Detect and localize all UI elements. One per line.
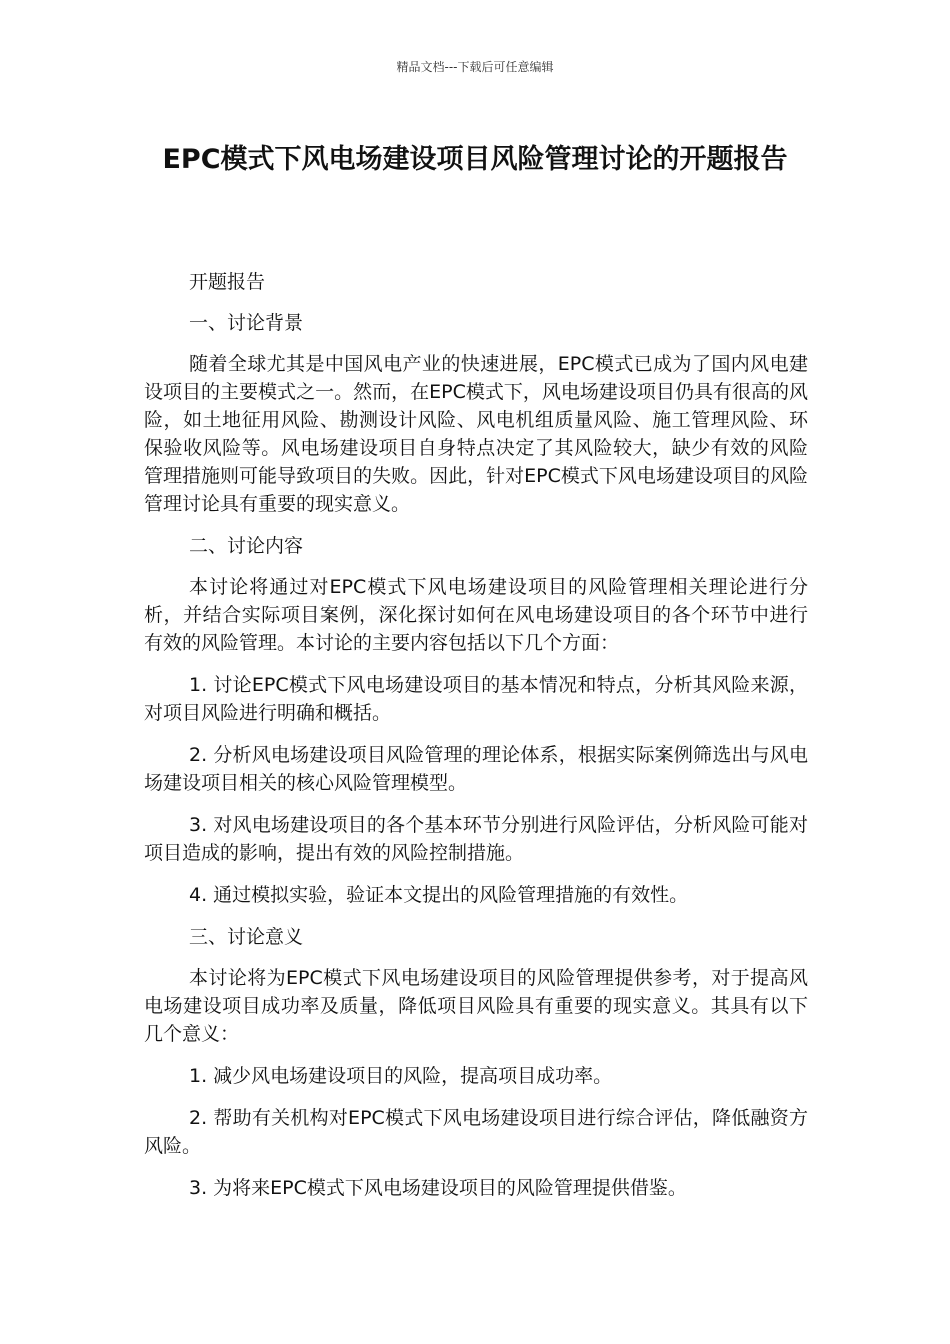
document-body <box>144 268 808 1216</box>
list-item-significance-1: 1. 减少风电场建设项目的风险，提高项目成功率。 <box>189 1065 613 1087</box>
list-item-significance-2: 2. 帮助有关机构对EPC模式下风电场建设项目进行综合评估，降低融资方风险。 <box>144 1107 808 1157</box>
document-title: EPC模式下风电场建设项目风险管理讨论的开题报告 <box>162 144 788 175</box>
paragraph-background: 随着全球尤其是中国风电产业的快速进展，EPC模式已成为了国内风电建设项目的主要模式之一。然而，在EPC模式下，风电场建设项目仍具有很高的风险，如土地征用风险、勘测设计风险、风电机组质量风险、施工管理风险、环保验收风险等。风电场建设项目自身特点决定了其风险较大，缺少有效的风险管理措施则可能导致项目的失败。因此，针对EPC模式下风电场建设项目的风险管理讨论具有重要的现实意义。 <box>144 353 808 515</box>
list-item-content-4: 4. 通过模拟实验，验证本文提出的风险管理措施的有效性。 <box>189 884 689 906</box>
list-item-content-2: 2. 分析风电场建设项目风险管理的理论体系，根据实际案例筛选出与风电场建设项目相关的核心风险管理模型。 <box>144 744 808 794</box>
paragraph-content-intro: 本讨论将通过对EPC模式下风电场建设项目的风险管理相关理论进行分析，并结合实际项目案例，深化探讨如何在风电场建设项目的各个环节中进行有效的风险管理。本讨论的主要内容包括以下几个方面： <box>144 576 808 654</box>
header-note: 精品文档---下载后可任意编辑 <box>396 60 554 74</box>
section-label-report: 开题报告 <box>189 271 266 293</box>
list-item-content-1: 1. 讨论EPC模式下风电场建设项目的基本情况和特点，分析其风险来源，对项目风险进行明确和概括。 <box>144 674 808 724</box>
list-item-significance-3: 3. 为将来EPC模式下风电场建设项目的风险管理提供借鉴。 <box>189 1177 687 1199</box>
section-heading-significance: 三、讨论意义 <box>189 926 304 948</box>
section-heading-background: 一、讨论背景 <box>189 312 304 334</box>
list-item-content-3: 3. 对风电场建设项目的各个基本环节分别进行风险评估，分析风险可能对项目造成的影响，提出有效的风险控制措施。 <box>144 814 808 864</box>
paragraph-significance-intro: 本讨论将为EPC模式下风电场建设项目的风险管理提供参考，对于提高风电场建设项目成功率及质量，降低项目风险具有重要的现实意义。其具有以下几个意义： <box>144 967 808 1045</box>
section-heading-content: 二、讨论内容 <box>189 535 304 557</box>
